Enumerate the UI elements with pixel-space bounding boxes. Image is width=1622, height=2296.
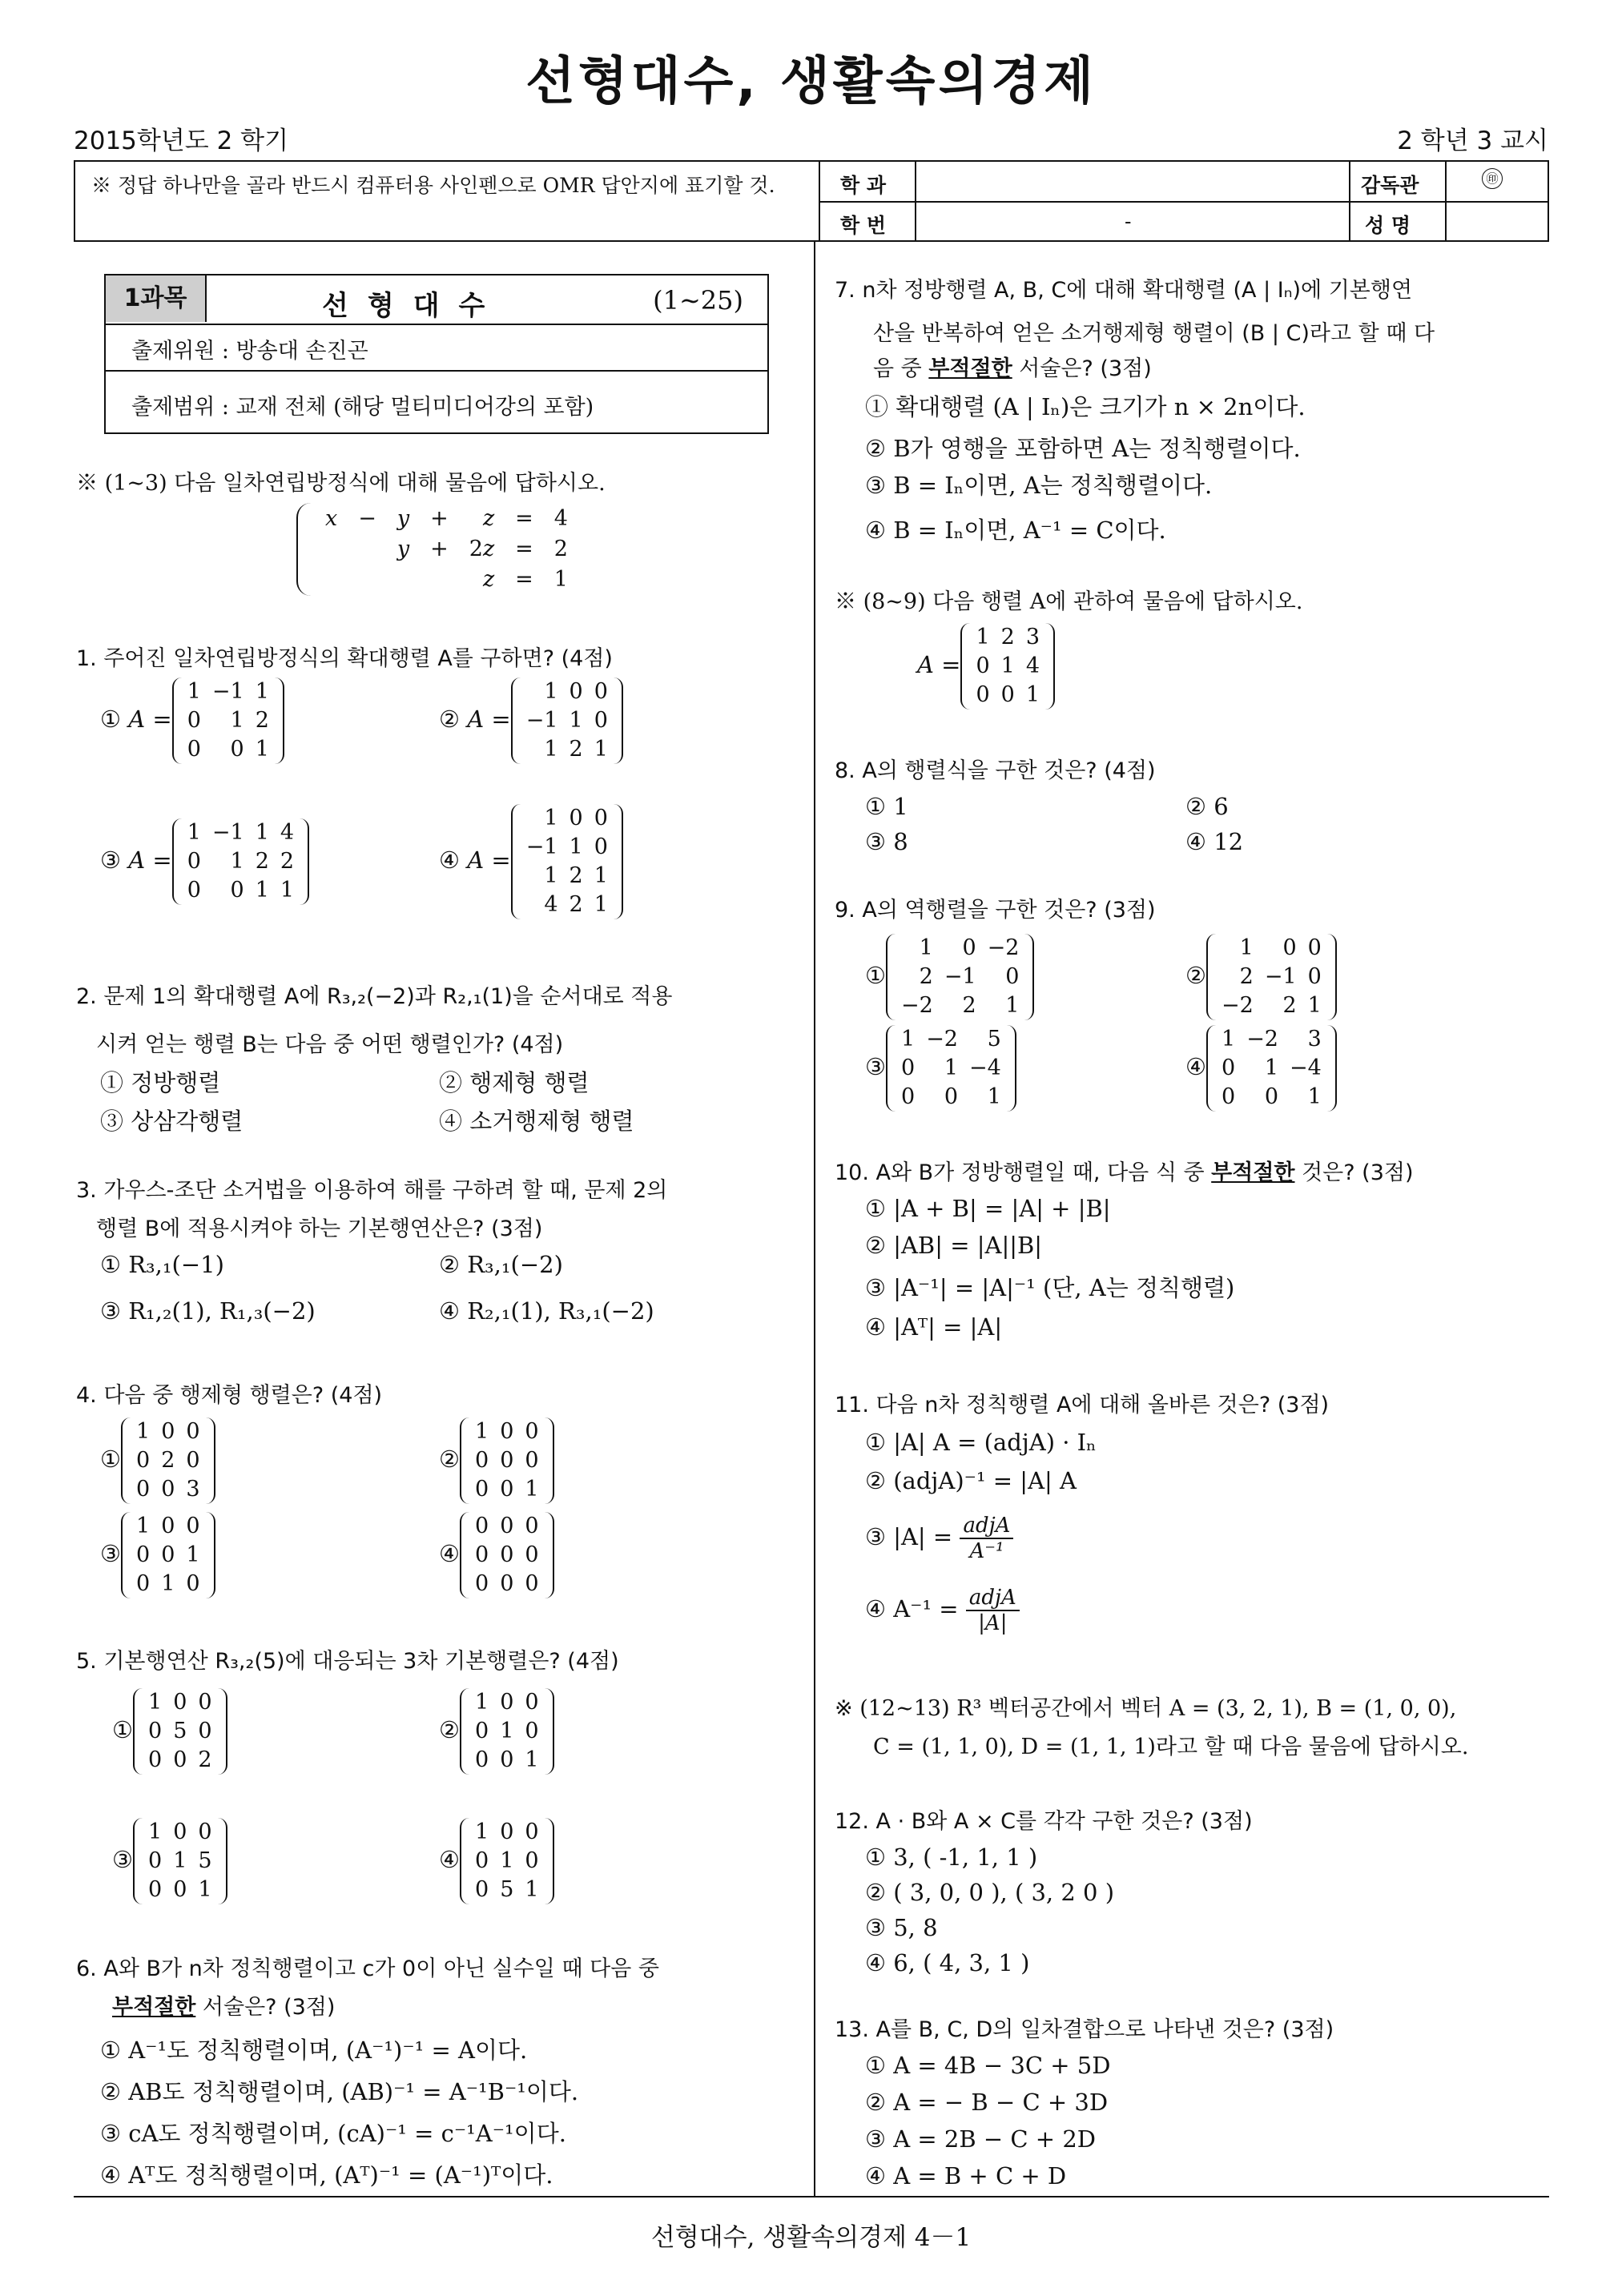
question-7-cont: 산을 반복하여 얻은 소거행제형 행렬이 (B | C)라고 할 때 다	[873, 321, 1435, 346]
q7-option-2[interactable]: ② B가 영행을 포함하면 A는 정칙행렬이다.	[865, 435, 1301, 462]
student-no-label: 학 번	[840, 214, 887, 237]
question-4: 4. 다음 중 행제형 행렬은? (4점)	[76, 1383, 383, 1408]
subject-tag: 1과목	[106, 275, 207, 322]
q12-option-1[interactable]: ① 3, ( -1, 1, 1 )	[865, 1844, 1038, 1871]
question-3-cont: 행렬 B에 적용시켜야 하는 기본행연산은? (3점)	[96, 1216, 543, 1241]
equation-system: x − y + z = 4 y + 2z = 2 z = 1	[296, 503, 579, 596]
q3-option-1[interactable]: ① R₃,₁(−1)	[100, 1251, 224, 1278]
q3-option-4[interactable]: ④ R₂,₁(1), R₃,₁(−2)	[439, 1297, 654, 1325]
intro-1-3: ※ (1∼3) 다음 일차연립방정식에 대해 물음에 답하시오.	[76, 471, 606, 496]
name-label: 성 명	[1365, 214, 1411, 237]
proctor-label: 감독관	[1361, 174, 1419, 197]
q2-option-1[interactable]: ① 정방행렬	[100, 1069, 221, 1096]
q11-option-4[interactable]: ④ A⁻¹ = $\frac{\text{adjA}}{|A|}$	[865, 1586, 1020, 1635]
exam-info-box	[74, 160, 1549, 242]
question-6-cont: 부적절한 서술은? (3점)	[112, 1995, 336, 2020]
question-1: 1. 주어진 일차연립방정식의 확대행렬 A를 구하면? (4점)	[76, 646, 613, 671]
q4-option-4[interactable]: ④ 0 0 0 0 0 0 0 0 0	[439, 1512, 554, 1598]
intro-12-13-cont: C = (1, 1, 0), D = (1, 1, 1)라고 할 때 다음 물음에 답하시오.	[873, 1735, 1469, 1759]
subject-box	[104, 274, 769, 434]
period-label: 2 학년 3 교시	[1397, 127, 1548, 155]
q11-option-2[interactable]: ② (adjA)⁻¹ = |A| A	[865, 1467, 1077, 1494]
semester-label: 2015학년도 2 학기	[74, 127, 289, 155]
q13-option-2[interactable]: ② A = − B − C + 3D	[865, 2089, 1109, 2116]
q6-option-4[interactable]: ④ Aᵀ도 정칙행렬이며, (Aᵀ)⁻¹ = (A⁻¹)ᵀ이다.	[100, 2161, 553, 2189]
q12-option-3[interactable]: ③ 5, 8	[865, 1914, 938, 1941]
q2-option-2[interactable]: ② 행제형 행렬	[439, 1069, 590, 1096]
question-range: (1∼25)	[653, 285, 743, 316]
q5-option-2[interactable]: ② 1 0 0 0 1 0 0 0 1	[439, 1688, 554, 1775]
question-11: 11. 다음 n차 정칙행렬 A에 대해 올바른 것은? (3점)	[835, 1393, 1330, 1417]
q9-option-4[interactable]: ④ 1 −2 3 0 1 −4 0 0 1	[1185, 1025, 1337, 1112]
q3-option-3[interactable]: ③ R₁,₂(1), R₁,₃(−2)	[100, 1297, 316, 1325]
q8-option-3[interactable]: ③ 8	[865, 828, 908, 855]
question-7-cont2: 음 중 부적절한 서술은? (3점)	[873, 356, 1152, 381]
seal-mark: ㊞	[1482, 168, 1503, 189]
q8-option-2[interactable]: ② 6	[1185, 793, 1229, 820]
q13-option-1[interactable]: ① A = 4B − 3C + 5D	[865, 2052, 1111, 2079]
intro-12-13: ※ (12∼13) R³ 벡터공간에서 벡터 A = (3, 2, 1), B = (1, 0, 0),	[835, 1696, 1457, 1721]
q7-option-4[interactable]: ④ B = Iₙ이면, A⁻¹ = C이다.	[865, 517, 1166, 544]
question-3: 3. 가우스-조단 소거법을 이용하여 해를 구하려 할 때, 문제 2의	[76, 1178, 668, 1203]
page-title: 선형대수, 생활속의경제	[525, 52, 1097, 111]
column-divider	[814, 240, 815, 2196]
q6-option-1[interactable]: ① A⁻¹도 정칙행렬이며, (A⁻¹)⁻¹ = A이다.	[100, 2037, 528, 2064]
author-line: 출제위원 : 방송대 손진곤	[131, 339, 368, 364]
q4-option-3[interactable]: ③ 1 0 0 0 0 1 0 1 0	[100, 1512, 215, 1598]
q4-option-1[interactable]: ① 1 0 0 0 2 0 0 0 3	[100, 1417, 215, 1504]
matrix-a-definition: A = 1 2 3 0 1 4 0 0 1	[917, 623, 1055, 710]
q13-option-4[interactable]: ④ A = B + C + D	[865, 2162, 1067, 2189]
question-9: 9. A의 역행렬을 구한 것은? (3점)	[835, 898, 1156, 923]
question-7: 7. n차 정방행렬 A, B, C에 대해 확대행렬 (A | Iₙ)에 기본행연	[835, 278, 1413, 303]
q5-option-1[interactable]: ① 1 0 0 0 5 0 0 0 2	[112, 1688, 227, 1775]
q2-option-3[interactable]: ③ 상삼각행렬	[100, 1108, 244, 1135]
subject-name: 선형대수	[322, 290, 505, 322]
footer-rule	[74, 2196, 1549, 2197]
q13-option-3[interactable]: ③ A = 2B − C + 2D	[865, 2125, 1097, 2153]
q8-option-4[interactable]: ④ 12	[1185, 828, 1244, 855]
q5-option-4[interactable]: ④ 1 0 0 0 1 0 0 5 1	[439, 1818, 554, 1904]
question-2: 2. 문제 1의 확대행렬 A에 R₃,₂(−2)과 R₂,₁(1)을 순서대로 적용	[76, 984, 673, 1009]
q8-option-1[interactable]: ① 1	[865, 793, 908, 820]
question-2-cont: 시켜 얻는 행렬 B는 다음 중 어떤 행렬인가? (4점)	[96, 1032, 564, 1057]
q10-option-1[interactable]: ① |A + B| = |A| + |B|	[865, 1195, 1111, 1222]
question-12: 12. A · B와 A × C를 각각 구한 것은? (3점)	[835, 1809, 1253, 1834]
dept-label: 학 과	[840, 174, 887, 197]
q1-option-1[interactable]: ① A = 1 −1 1 0 1 2 0 0 1	[100, 678, 284, 764]
q10-option-2[interactable]: ② |AB| = |A||B|	[865, 1232, 1043, 1259]
q12-option-4[interactable]: ④ 6, ( 4, 3, 1 )	[865, 1949, 1030, 1976]
question-8: 8. A의 행렬식을 구한 것은? (4점)	[835, 758, 1156, 783]
q11-option-1[interactable]: ① |A| A = (adjA) · Iₙ	[865, 1429, 1097, 1456]
question-13: 13. A를 B, C, D의 일차결합으로 나타낸 것은? (3점)	[835, 2017, 1334, 2042]
q10-option-4[interactable]: ④ |Aᵀ| = |A|	[865, 1313, 1003, 1341]
q6-option-2[interactable]: ② AB도 정칙행렬이며, (AB)⁻¹ = A⁻¹B⁻¹이다.	[100, 2078, 579, 2105]
q9-option-1[interactable]: ① 1 0 −2 2 −1 0 −2 2 1	[865, 934, 1034, 1020]
q7-option-3[interactable]: ③ B = Iₙ이면, A는 정칙행렬이다.	[865, 472, 1213, 499]
student-no-dash: -	[1125, 210, 1132, 233]
page-footer: 선형대수, 생활속의경제 4－1	[650, 2223, 972, 2252]
q9-option-3[interactable]: ③ 1 −2 5 0 1 −4 0 0 1	[865, 1025, 1016, 1112]
scope-line: 출제범위 : 교재 전체 (해당 멀티미디어강의 포함)	[131, 395, 594, 420]
q10-option-3[interactable]: ③ |A⁻¹| = |A|⁻¹ (단, A는 정칙행렬)	[865, 1274, 1235, 1301]
q12-option-2[interactable]: ② ( 3, 0, 0 ), ( 3, 2 0 )	[865, 1879, 1115, 1906]
q3-option-2[interactable]: ② R₃,₁(−2)	[439, 1251, 563, 1278]
question-5: 5. 기본행연산 R₃,₂(5)에 대응되는 3차 기본행렬은? (4점)	[76, 1649, 619, 1674]
q9-option-2[interactable]: ② 1 0 0 2 −1 0 −2 2 1	[1185, 934, 1337, 1020]
q5-option-3[interactable]: ③ 1 0 0 0 1 5 0 0 1	[112, 1818, 227, 1904]
omr-instruction: ※ 정답 하나만을 골라 반드시 컴퓨터용 사인펜으로 OMR 답안지에 표기할 것.	[91, 174, 775, 197]
q11-option-3[interactable]: ③ |A| = $\frac{\text{adjA}}{\text{A⁻¹}}$	[865, 1514, 1013, 1563]
q7-option-1[interactable]: ① 확대행렬 (A | Iₙ)은 크기가 n × 2n이다.	[865, 393, 1306, 420]
q1-option-2[interactable]: ② A = 1 0 0 −1 1 0 1 2 1	[439, 678, 623, 764]
q6-option-3[interactable]: ③ cA도 정칙행렬이며, (cA)⁻¹ = c⁻¹A⁻¹이다.	[100, 2120, 566, 2147]
q4-option-2[interactable]: ② 1 0 0 0 0 0 0 0 1	[439, 1417, 554, 1504]
intro-8-9: ※ (8∼9) 다음 행렬 A에 관하여 물음에 답하시오.	[835, 589, 1303, 614]
question-6: 6. A와 B가 n차 정칙행렬이고 c가 0이 아닌 실수일 때 다음 중	[76, 1956, 659, 1981]
q1-option-4[interactable]: ④ A = 1 0 0 −1 1 0 1 2 1 4 2 1	[439, 804, 623, 919]
q2-option-4[interactable]: ④ 소거행제형 행렬	[439, 1108, 634, 1135]
question-10: 10. A와 B가 정방행렬일 때, 다음 식 중 부적절한 것은? (3점)	[835, 1160, 1414, 1185]
q1-option-3[interactable]: ③ A = 1 −1 1 4 0 1 2 2 0 0 1 1	[100, 818, 309, 905]
